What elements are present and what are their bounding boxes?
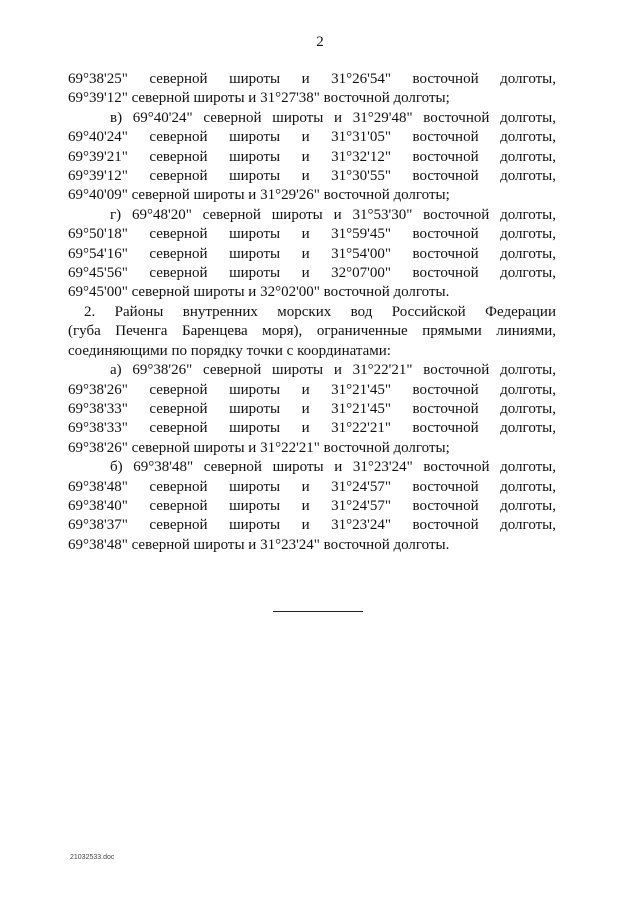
separator-line [273, 611, 363, 612]
text-line: (губа Печенга Баренцева моря), ограниченные прямыми линиями, [68, 323, 556, 340]
text-line: 69°38'40" северной широты и 31°24'57" восточной долготы, [68, 497, 556, 514]
text-line: 69°38'26" северной широты и 31°22'21" восточной долготы; [68, 439, 450, 456]
text-line: 69°45'00" северной широты и 32°02'00" восточной долготы. [68, 284, 450, 301]
text-line: 69°40'09" северной широты и 31°29'26" восточной долготы; [68, 187, 450, 204]
page-number: 2 [316, 34, 324, 50]
text-line: 69°54'16" северной широты и 31°54'00" восточной долготы, [68, 245, 556, 262]
text-line: г) 69°48'20" северной широты и 31°53'30" восточной долготы, [110, 206, 556, 223]
text-line: б) 69°38'48" северной широты и 31°23'24" восточной долготы, [110, 459, 556, 476]
text-line: 69°50'18" северной широты и 31°59'45" восточной долготы, [68, 226, 556, 243]
text-line: 69°39'12" северной широты и 31°27'38" восточной долготы; [68, 90, 450, 107]
text-line: 69°40'24" северной широты и 31°31'05" восточной долготы, [68, 129, 556, 146]
text-line: 69°38'48" северной широты и 31°23'24" восточной долготы. [68, 536, 450, 553]
text-line: соединяющими по порядку точки с координатами: [68, 342, 391, 359]
text-line: 69°39'12" северной широты и 31°30'55" восточной долготы, [68, 168, 556, 185]
text-line: 69°38'48" северной широты и 31°24'57" восточной долготы, [68, 478, 556, 495]
document-id: 21032533.doc [70, 854, 115, 861]
text-line: 69°39'21" северной широты и 31°32'12" восточной долготы, [68, 148, 556, 165]
text-line: 69°38'33" северной широты и 31°22'21" восточной долготы, [68, 420, 556, 437]
document-body [68, 70, 556, 555]
text-line: 69°38'37" северной широты и 31°23'24" восточной долготы, [68, 517, 556, 534]
text-line: в) 69°40'24" северной широты и 31°29'48" восточной долготы, [110, 109, 556, 126]
text-line: 69°38'25" северной широты и 31°26'54" восточной долготы, [68, 71, 556, 87]
text-line: а) 69°38'26" северной широты и 31°22'21" восточной долготы, [110, 362, 556, 379]
text-line: 2. Районы внутренних морских вод Российской Федерации [84, 303, 556, 320]
text-line: 69°45'56" северной широты и 32°07'00" восточной долготы, [68, 265, 556, 282]
text-line: 69°38'26" северной широты и 31°21'45" восточной долготы, [68, 381, 556, 398]
text-line: 69°38'33" северной широты и 31°21'45" восточной долготы, [68, 400, 556, 417]
